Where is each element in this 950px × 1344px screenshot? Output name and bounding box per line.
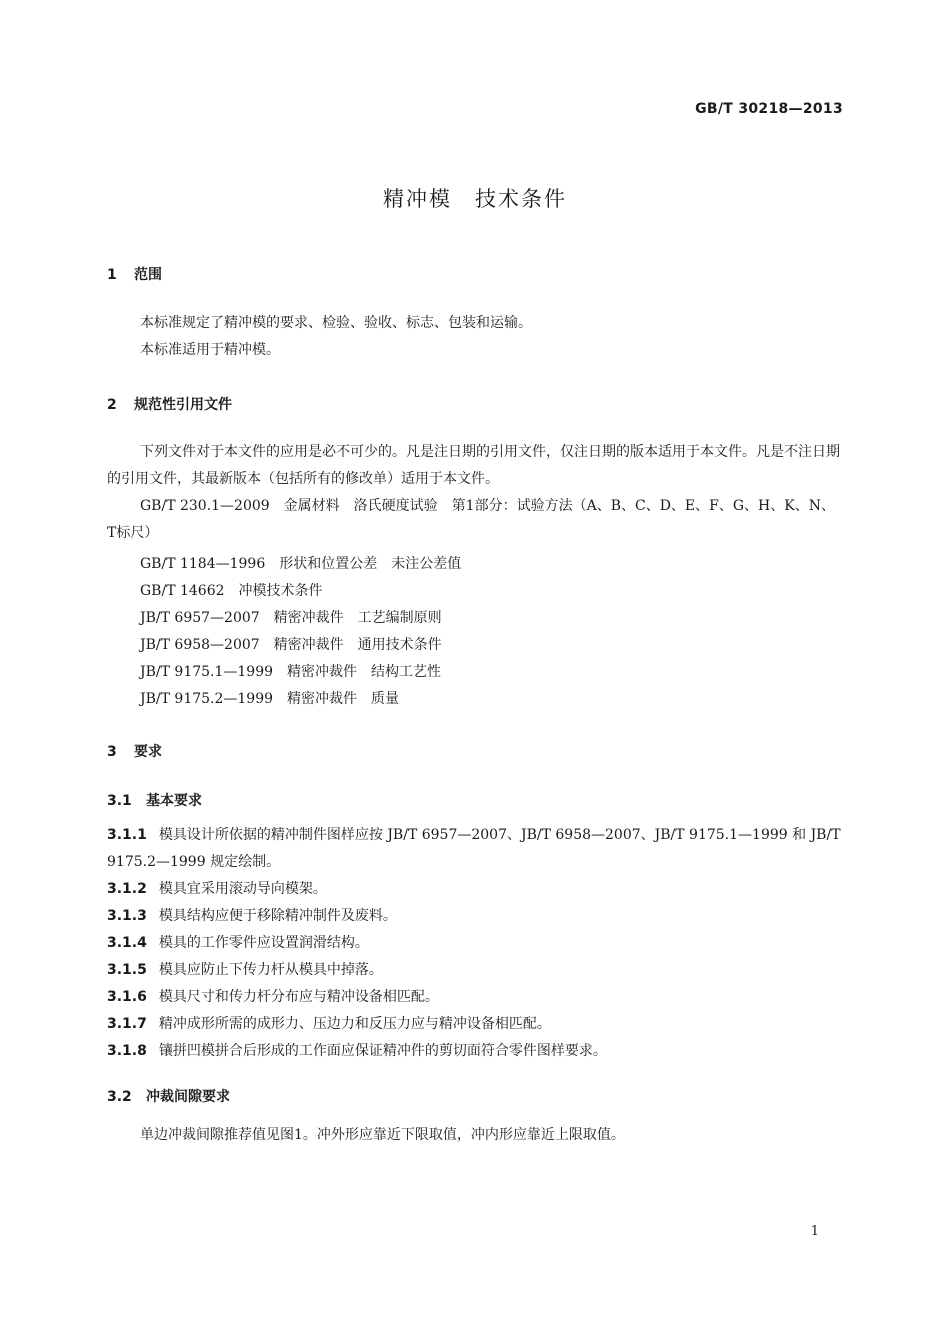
subsection-3-1-heading: [107, 790, 202, 810]
subsection-number: 3.2: [107, 1089, 132, 1105]
page-number: 1: [810, 1224, 819, 1239]
section-title: 规范性引用文件: [134, 397, 232, 413]
clause-3-1-1: [107, 822, 843, 876]
clause-number: 3.1.6: [107, 989, 147, 1005]
clause-3-1-4: [107, 930, 843, 957]
clause-3-1-7: [107, 1011, 843, 1038]
standard-number: GB/T 30218—2013: [695, 101, 843, 117]
reference-item: JB/T 6958—2007 精密冲裁件 通用技术条件: [140, 637, 442, 653]
reference-item: JB/T 9175.2—1999 精密冲裁件 质量: [140, 691, 400, 707]
section-number: 1: [107, 267, 117, 283]
clause-3-1-6: [107, 984, 843, 1011]
clause-text: 模具应防止下传力杆从模具中掉落。: [158, 962, 383, 978]
clause-3-1-5: [107, 957, 843, 984]
clause-3-1-2: [107, 876, 843, 903]
clause-number: 3.1.2: [107, 881, 147, 897]
paragraph: 本标准规定了精冲模的要求、检验、验收、标志、包装和运输。: [140, 315, 532, 331]
document-title: 精冲模 技术条件: [383, 187, 567, 211]
reference-item: GB/T 14662 冲模技术条件: [140, 583, 323, 599]
section-number: 3: [107, 744, 117, 760]
clause-text: 模具的工作零件应设置润滑结构。: [158, 935, 369, 951]
clause-number: 3.1.8: [107, 1043, 147, 1059]
clause-number: 3.1.7: [107, 1016, 147, 1032]
section-title: 范围: [134, 267, 162, 283]
clause-text: 模具宜采用滚动导向模架。: [158, 881, 327, 897]
clause-number: 3.1.3: [107, 908, 147, 924]
clause-text: 模具尺寸和传力杆分布应与精冲设备相匹配。: [158, 989, 439, 1005]
clause-number: 3.1.4: [107, 935, 147, 951]
subsection-title: 基本要求: [146, 793, 202, 809]
paragraph: 本标准适用于精冲模。: [140, 342, 280, 358]
section-title: 要求: [134, 744, 162, 760]
clause-3-1-3: [107, 903, 843, 930]
clause-3-1-8: [107, 1038, 843, 1065]
subsection-title: 冲裁间隙要求: [146, 1089, 230, 1105]
intro-paragraph: 下列文件对于本文件的应用是必不可少的。凡是注日期的引用文件，仅注日期的版本适用于本文件。凡是不注日期的引用文件，其最新版本（包括所有的修改单）适用于本文件。: [107, 444, 840, 487]
clause-text: 镶拼凹模拼合后形成的工作面应保证精冲件的剪切面符合零件图样要求。: [158, 1043, 607, 1059]
reference-item: GB/T 230.1—2009 金属材料 洛氏硬度试验 第1部分：试验方法（A、B、C、D、E、F、G、H、K、N、T标尺）: [107, 498, 835, 541]
paragraph: 单边冲裁间隙推荐值见图1。冲外形应靠近下限取值，冲内形应靠近上限取值。: [140, 1127, 625, 1143]
section-number: 2: [107, 397, 117, 413]
clause-text: 精冲成形所需的成形力、压边力和反压力应与精冲设备相匹配。: [158, 1016, 551, 1032]
reference-item: JB/T 9175.1—1999 精密冲裁件 结构工艺性: [140, 664, 442, 680]
section-3-heading: [107, 741, 162, 761]
clause-number: 3.1.5: [107, 962, 147, 978]
clause-text: 模具结构应便于移除精冲制件及废料。: [158, 908, 397, 924]
clause-text: 模具设计所依据的精冲制件图样应按 JB/T 6957—2007、JB/T 6958—2007、JB/T 9175.1—1999 和 JB/T 9175.2—1999 规定绘制。: [107, 827, 841, 870]
subsection-number: 3.1: [107, 793, 132, 809]
clause-number: 3.1.1: [107, 827, 147, 843]
subsection-3-2-heading: [107, 1086, 230, 1106]
reference-item: JB/T 6957—2007 精密冲裁件 工艺编制原则: [140, 610, 442, 626]
section-1-heading: [107, 264, 162, 284]
reference-item: GB/T 1184—1996 形状和位置公差 未注公差值: [140, 556, 462, 572]
section-2-heading: [107, 394, 232, 414]
